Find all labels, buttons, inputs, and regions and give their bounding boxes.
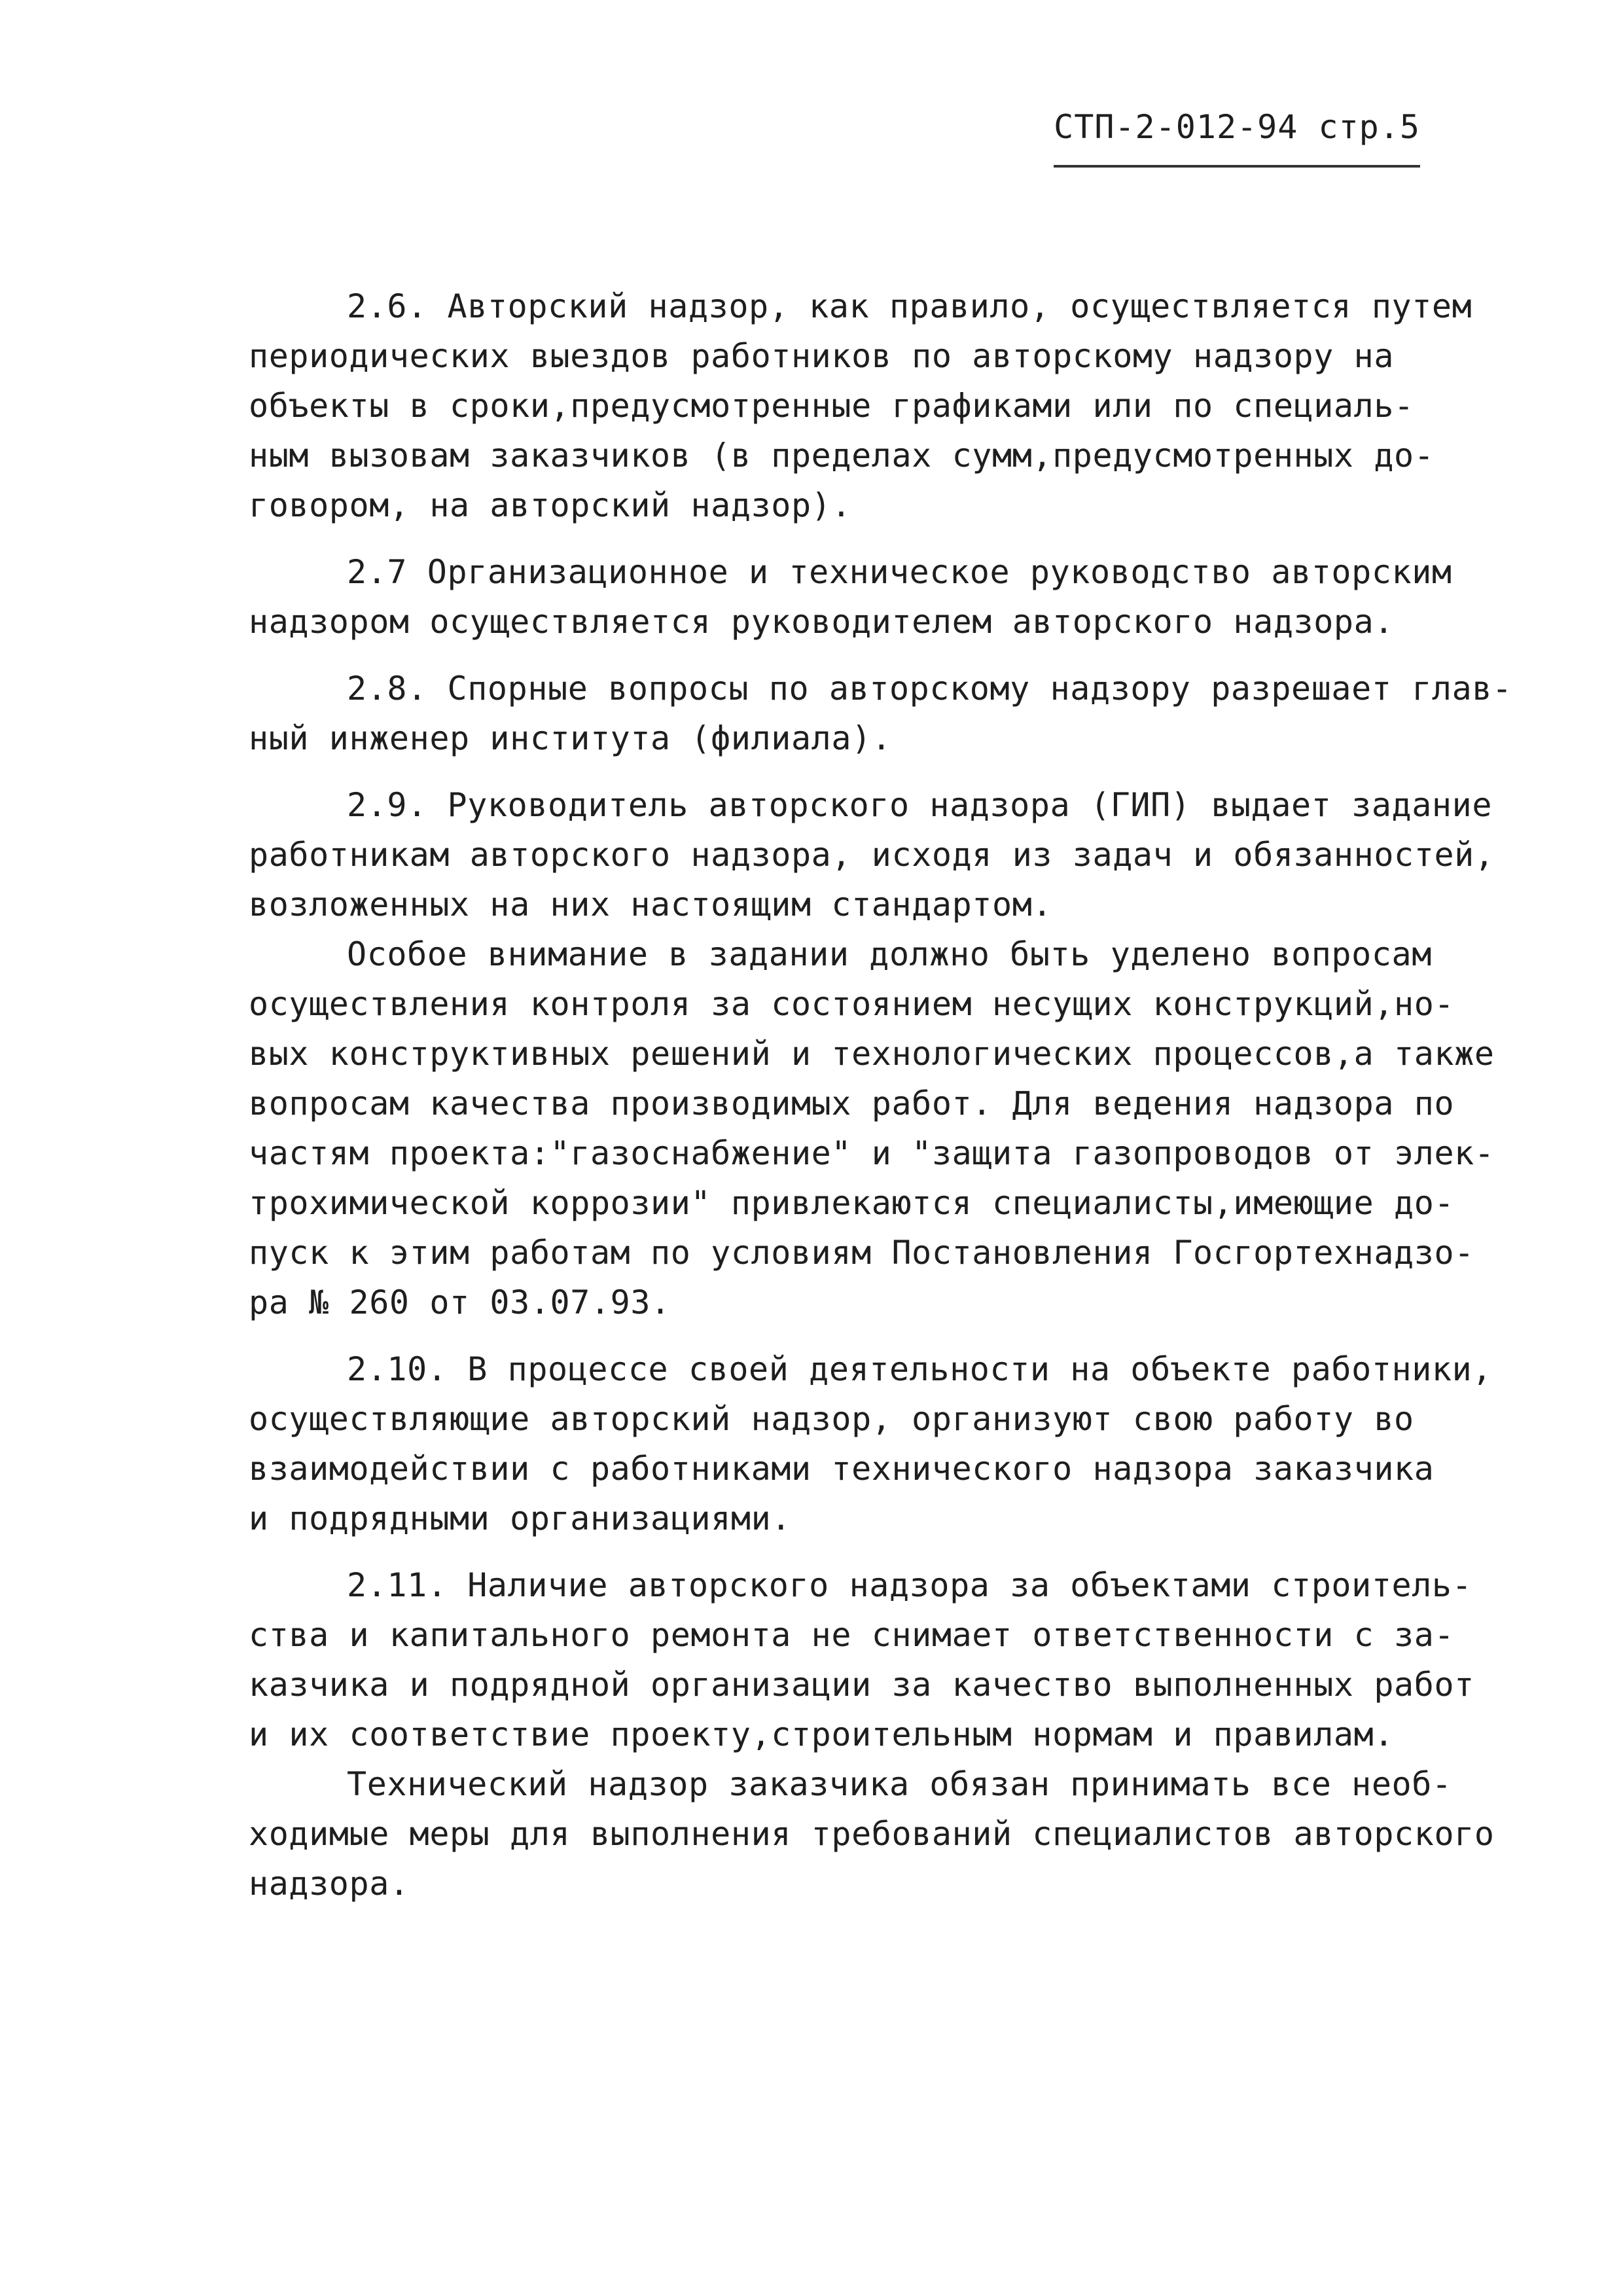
text-line: вопросам качества производимых работ. Для ведения надзора по (249, 1085, 1455, 1122)
text-line: ный инженер института (филиала). (249, 719, 892, 757)
text-line: 2.9. Руководитель авторского надзора (ГИП) выдает задание (347, 786, 1493, 824)
text-line: ства и капитального ремонта не снимает ответственности с за- (249, 1616, 1455, 1654)
text-line: 2.10. В процессе своей деятельности на объекте работники, (347, 1350, 1493, 1388)
document-body (249, 281, 1512, 1909)
paragraph-2-11-continuation (249, 1759, 1505, 1909)
document-code-header: СТП-2-012-94 стр.5 (1054, 108, 1420, 146)
text-line: взаимодействии с работниками технического надзора заказчика (249, 1450, 1435, 1488)
header-underline (1054, 165, 1420, 168)
text-line: надзором осуществляется руководителем авторского надзора. (249, 603, 1395, 641)
text-line: 2.8. Спорные вопросы по авторскому надзору разрешает глав- (347, 670, 1512, 708)
text-line: Технический надзор заказчика обязан принимать все необ- (347, 1765, 1452, 1803)
text-line: надзора. (249, 1865, 410, 1903)
text-line: ным вызовам заказчиков (в пределах сумм,предусмотренных до- (249, 437, 1435, 475)
paragraph-gap (249, 1543, 1505, 1560)
text-line: 2.6. Авторский надзор, как правило, осуществляется путем (347, 287, 1472, 325)
text-line: трохимической коррозии" привлекаются специалисты,имеющие до- (249, 1184, 1455, 1222)
text-line: частям проекта:"газоснабжение" и "защита газопроводов от элек- (249, 1134, 1495, 1172)
paragraph-gap (249, 647, 1505, 664)
text-line: 2.11. Наличие авторского надзора за объектами строитель- (347, 1566, 1472, 1604)
paragraph-2-9 (249, 780, 1505, 929)
paragraph-2-9-continuation (249, 929, 1505, 1327)
text-line: вых конструктивных решений и технологических процессов,а также (249, 1035, 1495, 1073)
text-line: и их соответствие проекту,строительным нормам и правилам. (249, 1715, 1395, 1753)
text-line: Особое внимание в задании должно быть уделено вопросам (347, 935, 1432, 973)
text-line: работникам авторского надзора, исходя из задач и обязанностей, (249, 836, 1495, 874)
text-line: пуск к этим работам по условиям Постановления Госгортехнадзо- (249, 1234, 1474, 1272)
text-line: возложенных на них настоящим стандартом. (249, 886, 1053, 924)
paragraph-2-8 (249, 664, 1512, 763)
text-line: объекты в сроки,предусмотренные графиками или по специаль- (249, 387, 1414, 425)
text-line: казчика и подрядной организации за качество выполненных работ (249, 1666, 1474, 1704)
paragraph-2-6 (249, 281, 1505, 530)
paragraph-2-11 (249, 1560, 1505, 1759)
text-line: и подрядными организациями. (249, 1499, 791, 1537)
text-line: 2.7 Организационное и техническое руководство авторским (347, 553, 1452, 591)
text-line: осуществляющие авторский надзор, организуют свою работу во (249, 1400, 1414, 1438)
paragraph-gap (249, 763, 1505, 780)
text-line: говором, на авторский надзор). (249, 486, 852, 524)
text-line: осуществления контроля за состоянием несущих конструкций,но- (249, 985, 1455, 1023)
paragraph-2-10 (249, 1344, 1505, 1543)
paragraph-2-7 (249, 547, 1505, 647)
text-line: ходимые меры для выполнения требований специалистов авторского (249, 1815, 1495, 1853)
paragraph-gap (249, 530, 1505, 547)
paragraph-gap (249, 1327, 1505, 1344)
text-line: ра № 260 от 03.07.93. (249, 1283, 671, 1321)
text-line: периодических выездов работников по авторскому надзору на (249, 337, 1395, 375)
